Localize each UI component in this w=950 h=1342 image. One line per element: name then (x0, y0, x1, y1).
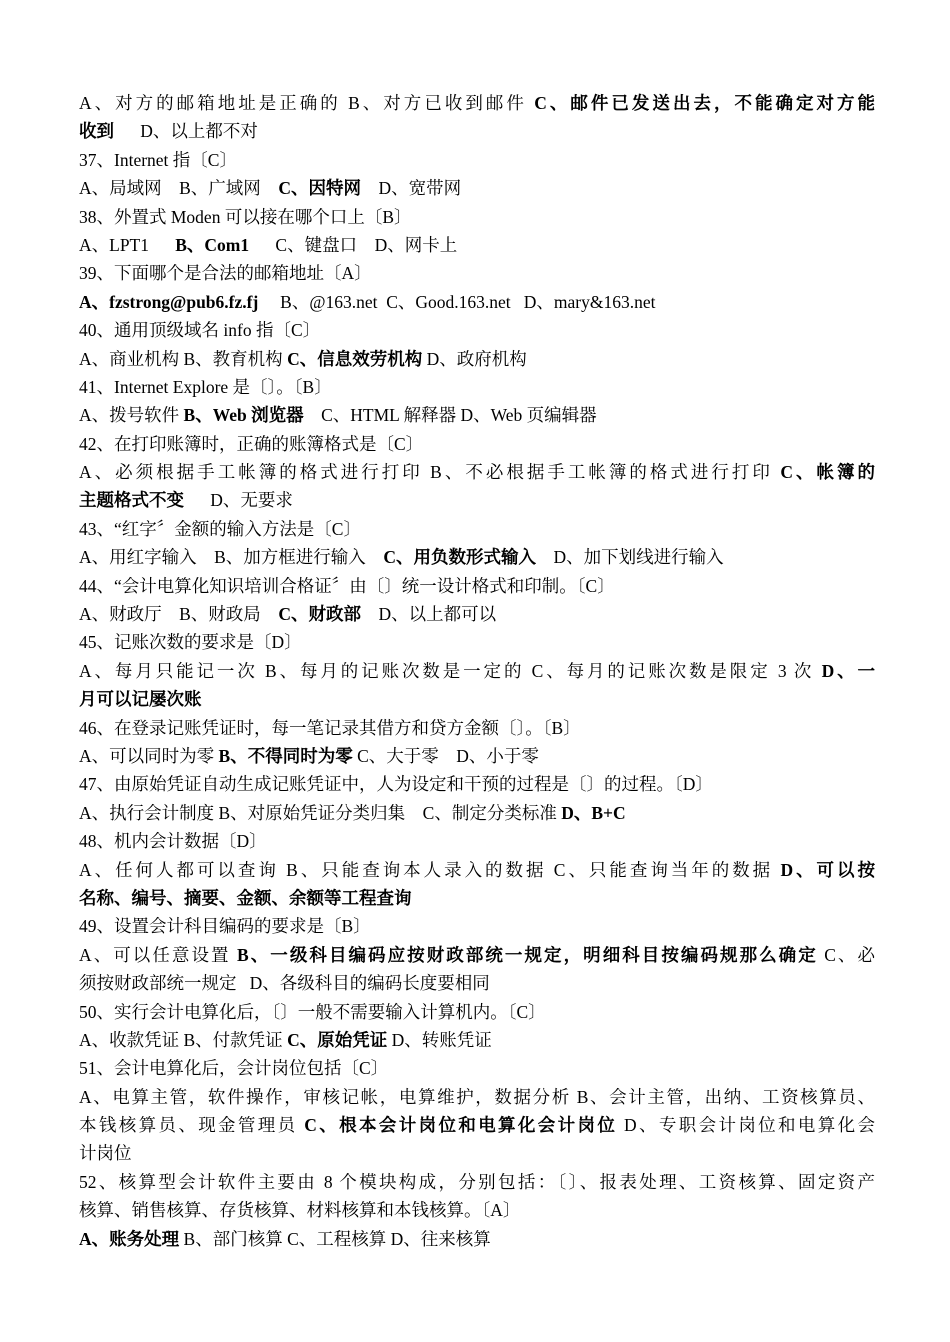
answer-text: C、因特网 (278, 178, 361, 199)
text-segment: D、转账凭证 (387, 1029, 492, 1050)
answer-text: 月可以记屡次账 (79, 689, 202, 710)
text-segment: D、政府机构 (422, 348, 527, 369)
text-segment: A、收款凭证 B、付款凭证 (79, 1029, 288, 1050)
text-segment: D、无要求 (184, 490, 293, 511)
text-line (79, 174, 875, 202)
text-segment: A、用红字输入 B、加方框进行输入 (79, 547, 384, 568)
text-segment: 本钱核算员、现金管理员 (79, 1115, 305, 1136)
answer-text: 主题格式不变 (79, 490, 184, 511)
text-line (79, 827, 875, 855)
text-line (79, 543, 875, 571)
text-line (79, 89, 875, 117)
text-segment: D、加下划线进行输入 (535, 547, 724, 568)
text-line (79, 316, 875, 344)
answer-text: A、fzstrong@pub6.fz.fj (79, 291, 259, 312)
text-segment: 50、实行会计电算化后，〔〕一般不需要输入计算机内。〔C〕 (79, 1001, 546, 1022)
text-segment: C、必 (817, 944, 875, 965)
answer-text: D、B+C (561, 802, 626, 823)
text-segment: 52、核算型会计软件主要由 8 个模块构成，分别包括：〔〕、报表处理、工资核算、固定资产 (79, 1171, 875, 1192)
text-segment: 51、会计电算化后，会计岗位包括〔C〕 (79, 1058, 389, 1079)
text-line (79, 742, 875, 770)
text-segment: A、每月只能记一次 B、每月的记账次数是一定的 C、每月的记账次数是限定 3 次 (79, 660, 822, 681)
text-line (79, 1083, 875, 1111)
text-segment: 48、机内会计数据〔D〕 (79, 831, 267, 852)
text-segment: 44、“会计电算化知识培训合格证〞由〔〕统一设计格式和印制。〔C〕 (79, 575, 615, 596)
text-segment: 核算、销售核算、存货核算、材料核算和本钱核算。〔A〕 (79, 1200, 521, 1221)
answer-text: D、一 (821, 660, 875, 681)
answer-text: C、根本会计岗位和电算化会计岗位 (304, 1115, 618, 1136)
text-line (79, 515, 875, 543)
text-segment: 46、在登录记账凭证时，每一笔记录其借方和贷方金额〔〕。〔B〕 (79, 717, 581, 738)
answer-text: A、账务处理 (79, 1228, 180, 1249)
text-line (79, 1225, 875, 1253)
text-segment: B、@163.net C、Good.163.net D、mary&163.net (258, 291, 656, 312)
answer-text: C、帐簿的 (780, 462, 875, 483)
text-segment: D、专职会计岗位和电算化会 (617, 1115, 876, 1136)
text-line (79, 231, 875, 259)
text-segment: A、LPT1 (79, 234, 176, 255)
text-segment: A、可以任意设置 (79, 944, 237, 965)
text-line (79, 345, 875, 373)
text-segment: B、部门核算 C、工程核算 D、往来核算 (179, 1228, 491, 1249)
text-line (79, 912, 875, 940)
text-segment: 47、由原始凭证自动生成记账凭证中，人为设定和干预的过程是〔〕的过程。〔D〕 (79, 774, 713, 795)
text-segment: 42、在打印账簿时，正确的账簿格式是〔C〕 (79, 433, 424, 454)
text-line (79, 657, 875, 685)
answer-text: B、一级科目编码应按财政部统一规定，明细科目按编码规那么确定 (237, 944, 818, 965)
answer-text: C、信息效劳机构 (287, 348, 423, 369)
text-line (79, 628, 875, 656)
text-segment: 39、下面哪个是合法的邮箱地址〔A〕 (79, 263, 372, 284)
text-line (79, 117, 875, 145)
text-line (79, 884, 875, 912)
text-line (79, 770, 875, 798)
text-line (79, 856, 875, 884)
text-line (79, 458, 875, 486)
text-line (79, 146, 875, 174)
text-segment: D、以上都不对 (114, 121, 258, 142)
text-segment: 计岗位 (79, 1143, 132, 1164)
text-segment: 41、Internet Explore 是〔〕。〔B〕 (79, 376, 332, 397)
text-line (79, 941, 875, 969)
text-line (79, 486, 875, 514)
text-line (79, 572, 875, 600)
text-line (79, 1196, 875, 1224)
text-line (79, 1168, 875, 1196)
text-line (79, 203, 875, 231)
text-segment: C、键盘口 D、网卡上 (249, 234, 458, 255)
text-segment: A、局域网 B、广域网 (79, 178, 279, 199)
text-segment: D、以上都可以 (360, 604, 497, 625)
answer-text: C、原始凭证 (287, 1029, 388, 1050)
text-line (79, 259, 875, 287)
text-segment: 45、记账次数的要求是〔D〕 (79, 632, 302, 653)
text-line (79, 685, 875, 713)
text-segment: 须按财政部统一规定 D、各级科目的编码长度要相同 (79, 973, 490, 994)
text-line (79, 288, 875, 316)
answer-text: C、财政部 (278, 604, 361, 625)
text-line (79, 430, 875, 458)
text-segment: C、HTML 解释器 D、Web 页编辑器 (303, 405, 597, 426)
text-segment: A、拨号软件 (79, 405, 184, 426)
text-line (79, 1139, 875, 1167)
text-segment: C、大于零 D、小于零 (352, 745, 539, 766)
answer-text: B、Web 浏览器 (183, 405, 304, 426)
answer-text: C、用负数形式输入 (383, 547, 536, 568)
answer-text: D、可以按 (780, 859, 876, 880)
text-segment: 40、通用顶级域名 info 指〔C〕 (79, 320, 321, 341)
answer-text: C、邮件已发送出去，不能确定对方能 (534, 93, 876, 113)
text-segment: A、可以同时为零 (79, 745, 219, 766)
text-line (79, 373, 875, 401)
text-line (79, 600, 875, 628)
text-segment: D、宽带网 (360, 178, 462, 199)
answer-text: B、不得同时为零 (218, 745, 353, 766)
text-line (79, 714, 875, 742)
text-segment: 43、“红字〞金额的输入方法是〔C〕 (79, 518, 361, 539)
text-segment: A、财政厅 B、财政局 (79, 604, 279, 625)
answer-text: 收到 (79, 121, 114, 142)
text-line (79, 401, 875, 429)
text-segment: A、任何人都可以查询 B、只能查询本人录入的数据 C、只能查询当年的数据 (79, 859, 781, 880)
text-line (79, 1026, 875, 1054)
text-line (79, 1054, 875, 1082)
text-segment: 37、Internet 指〔C〕 (79, 149, 237, 170)
answer-text: B、Com1 (175, 234, 250, 255)
text-line (79, 969, 875, 997)
text-segment: 49、设置会计科目编码的要求是〔B〕 (79, 916, 371, 937)
text-line (79, 1111, 875, 1139)
answer-text: 名称、编号、摘要、金额、余额等工程查询 (79, 887, 412, 908)
text-segment: A、必须根据手工帐簿的格式进行打印 B、不必根据手工帐簿的格式进行打印 (79, 462, 781, 483)
text-segment: A、执行会计制度 B、对原始凭证分类归集 C、制定分类标准 (79, 802, 562, 823)
document-body (79, 89, 875, 1253)
text-line (79, 799, 875, 827)
text-segment: 38、外置式 Moden 可以接在哪个口上〔B〕 (79, 206, 412, 227)
text-segment: A、商业机构 B、教育机构 (79, 348, 288, 369)
text-segment: A、电算主管，软件操作，审核记帐，电算维护，数据分析 B、会计主管，出纳、工资核算员、 (79, 1086, 875, 1107)
text-segment: A、对方的邮箱地址是正确的 B、对方已收到邮件 (79, 93, 535, 113)
text-line (79, 998, 875, 1026)
